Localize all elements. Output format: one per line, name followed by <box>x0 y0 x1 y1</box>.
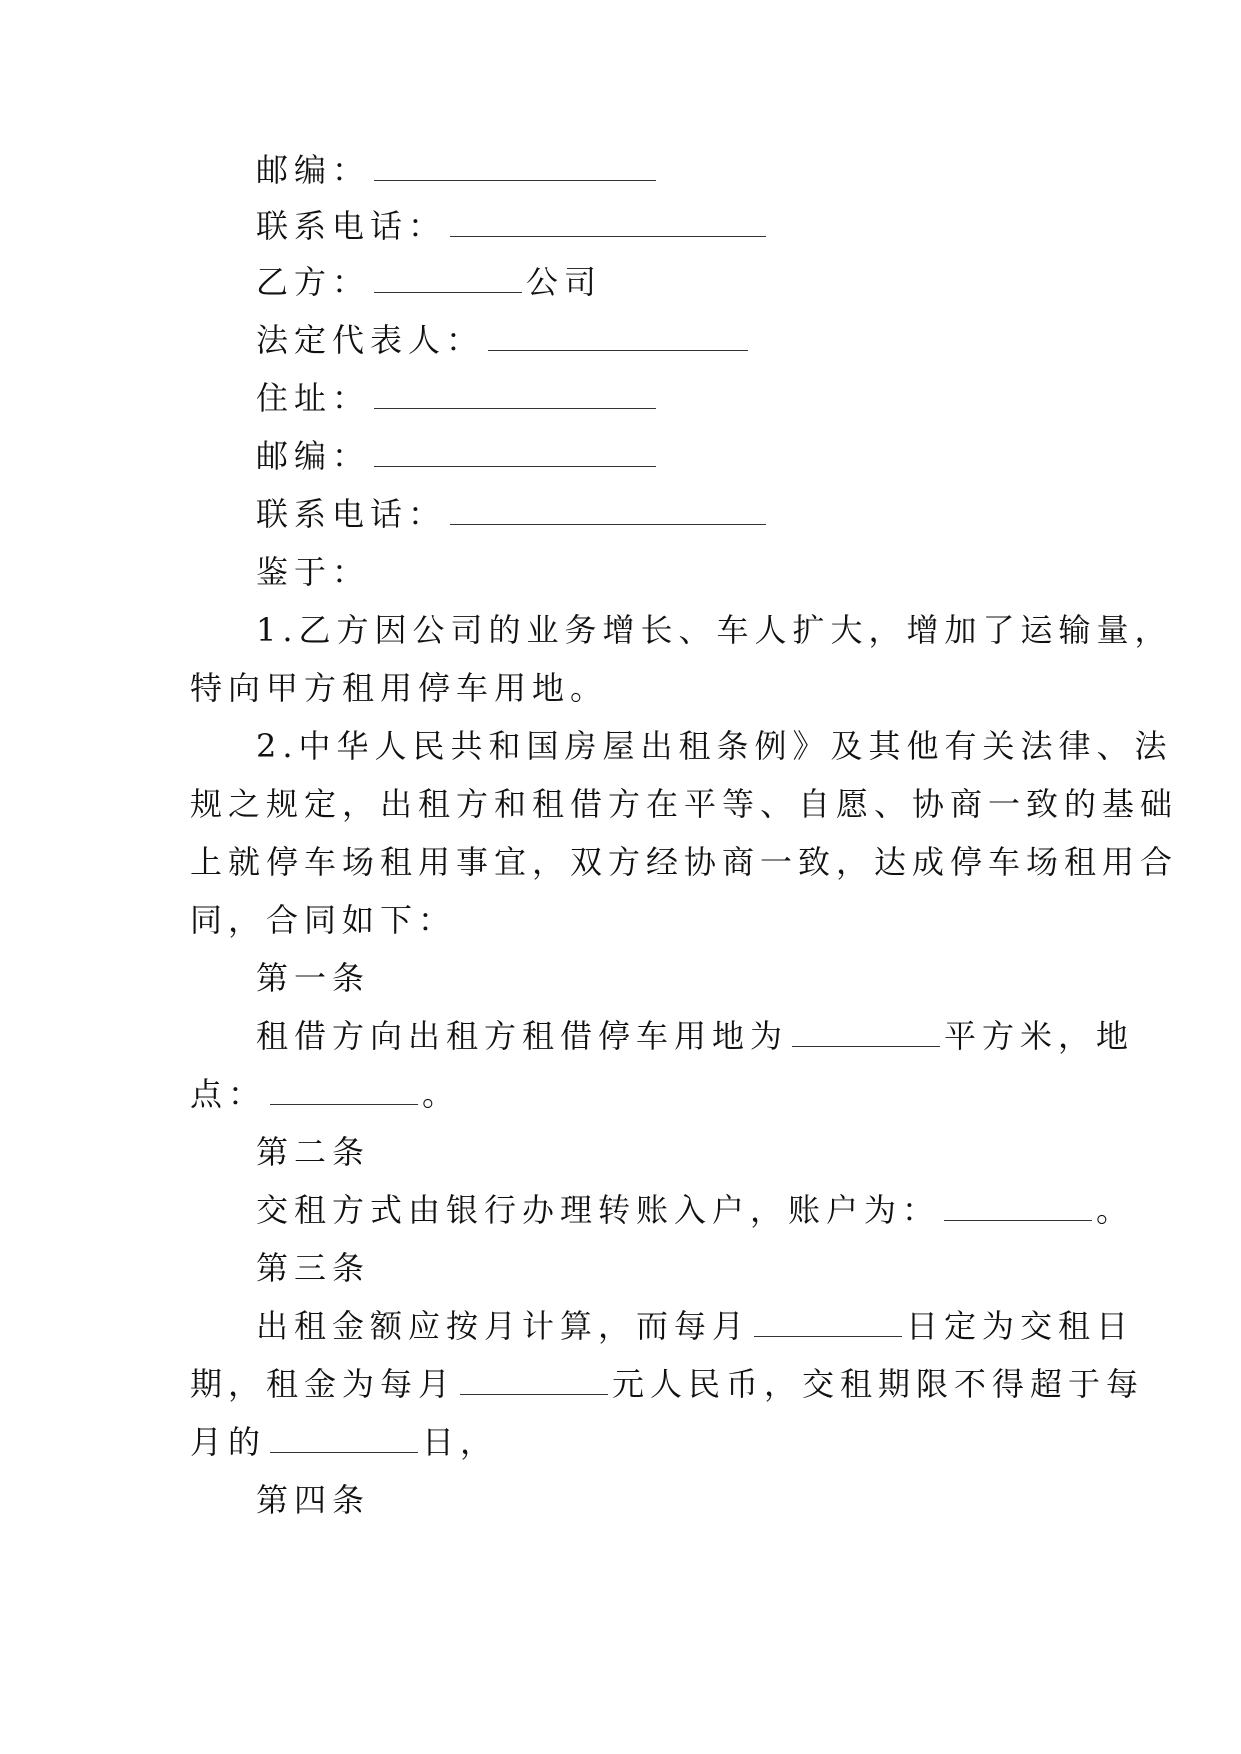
party-b-name-line <box>256 262 1136 302</box>
article3-text-e: 月的 <box>190 1423 267 1461</box>
party-a-phone-line <box>256 206 1136 246</box>
party-b-name-blank <box>374 266 522 293</box>
article1-line2 <box>190 1074 1070 1114</box>
article3-text-b: 日定为交租日 <box>906 1307 1135 1345</box>
whereas-item2-line3: 上就停车场租用事宜，双方经协商一致，达成停车场租用合 <box>190 843 1179 881</box>
article1-text-d: 。 <box>422 1075 461 1113</box>
party-a-postcode-blank <box>374 154 656 181</box>
party-b-phone-line <box>256 494 1136 534</box>
whereas-item1-line1: 1.乙方因公司的业务增长、车人扩大，增加了运输量， <box>256 611 1173 649</box>
party-b-name-label: 乙方： <box>256 263 371 301</box>
article3-text-c: 期，租金为每月 <box>190 1365 457 1403</box>
party-b-legal-rep-line <box>256 320 1136 360</box>
party-a-postcode-line <box>256 150 1136 190</box>
party-b-address-blank <box>374 382 656 409</box>
article3-text-d: 元人民币，交租期限不得超于每 <box>612 1365 1145 1403</box>
party-b-address-label: 住址： <box>256 379 371 417</box>
article3-text-a: 出租金额应按月计算，而每月 <box>256 1307 751 1345</box>
article1-line1 <box>256 1016 1136 1056</box>
whereas-item2-line2: 规之规定，出租方和租借方在平等、自愿、协商一致的基础 <box>190 785 1179 823</box>
article1-area-blank <box>792 1020 940 1047</box>
whereas-heading: 鉴于： <box>256 553 371 591</box>
article3-text-f: 日， <box>422 1423 499 1461</box>
party-b-name-suffix: 公司 <box>526 263 603 301</box>
party-b-postcode-line <box>256 436 1136 476</box>
article1-text-a: 租借方向出租方租借停车用地为 <box>256 1017 789 1055</box>
article3-line3 <box>190 1422 1070 1462</box>
whereas-item2-line4: 同，合同如下： <box>190 901 457 939</box>
party-b-legal-rep-label: 法定代表人： <box>256 321 485 359</box>
party-a-phone-blank <box>450 210 766 237</box>
article3-title: 第三条 <box>256 1249 371 1287</box>
party-b-postcode-blank <box>374 440 656 467</box>
article2-account-blank <box>944 1194 1092 1221</box>
whereas-item2-line1: 2.中华人民共和国房屋出租条例》及其他有关法律、法 <box>256 727 1173 765</box>
party-a-phone-label: 联系电话： <box>256 207 447 245</box>
party-b-postcode-label: 邮编： <box>256 437 371 475</box>
article3-line2 <box>190 1364 1145 1404</box>
party-b-address-line <box>256 378 1136 418</box>
article3-line1 <box>256 1306 1136 1346</box>
article4-title: 第四条 <box>256 1481 371 1519</box>
article1-text-c: 点： <box>190 1075 267 1113</box>
article1-location-blank <box>270 1078 418 1105</box>
whereas-item1-line2: 特向甲方租用停车用地。 <box>190 669 609 707</box>
party-b-legal-rep-blank <box>488 324 748 351</box>
article3-deadline-blank <box>270 1426 418 1453</box>
party-b-phone-label: 联系电话： <box>256 495 447 533</box>
article2-text-b: 。 <box>1096 1191 1135 1229</box>
article3-day-blank <box>754 1310 902 1337</box>
article1-text-b: 平方米，地 <box>944 1017 1135 1055</box>
article2-text-a: 交租方式由银行办理转账入户，账户为： <box>256 1191 941 1229</box>
party-b-phone-blank <box>450 498 766 525</box>
party-a-postcode-label: 邮编： <box>256 151 371 189</box>
article3-rent-blank <box>460 1368 608 1395</box>
article1-title: 第一条 <box>256 959 371 997</box>
article2-title: 第二条 <box>256 1133 371 1171</box>
article2-line1 <box>256 1190 1136 1230</box>
